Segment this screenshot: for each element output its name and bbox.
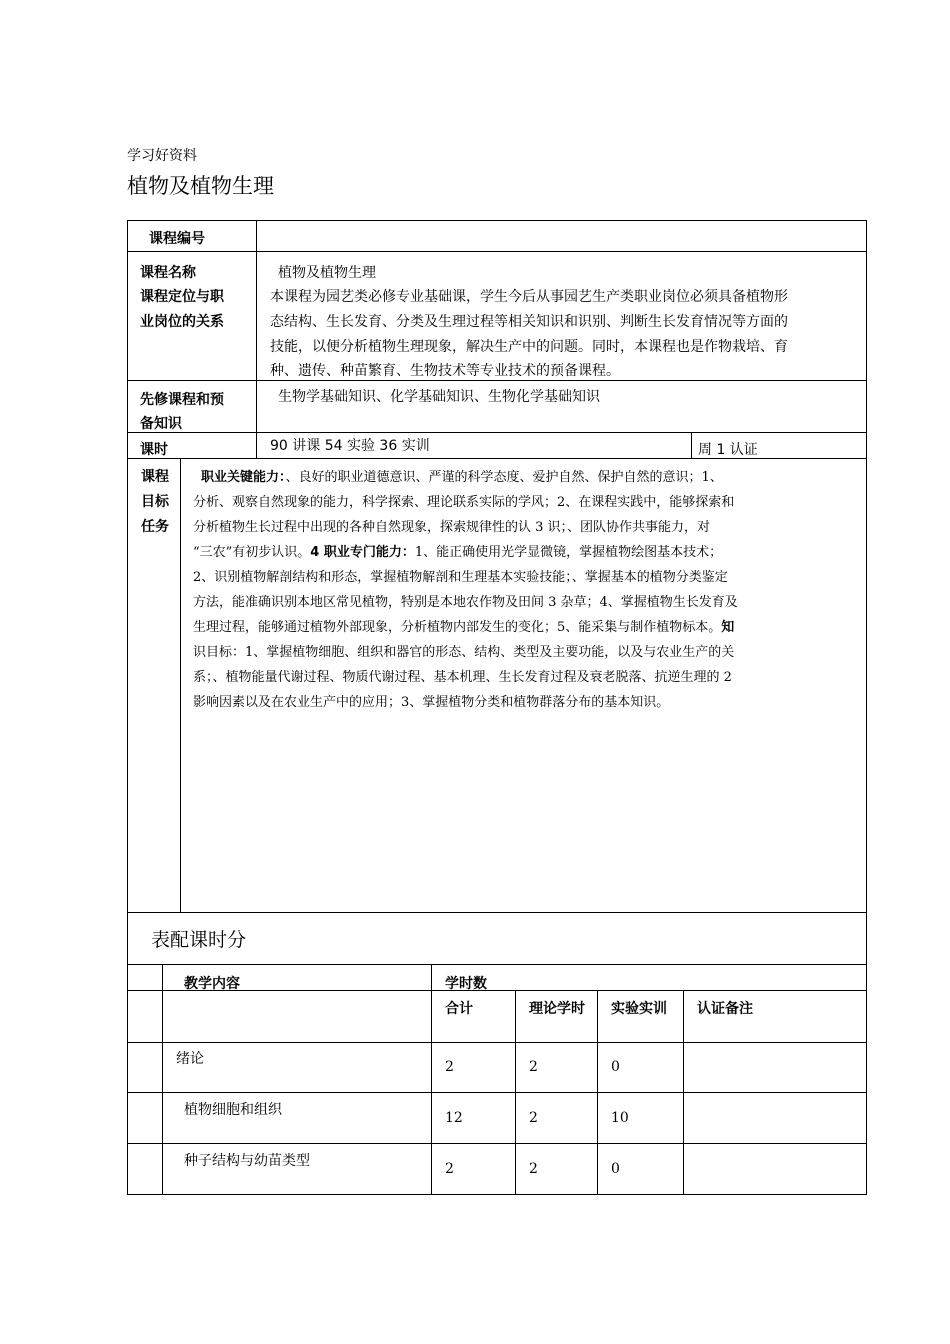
position-label-line1: 课程定位与职 — [140, 289, 224, 305]
table-row-2-lab: 10 — [611, 1110, 629, 1126]
goals-line-10: 影响因素以及在农业生产中的应用；3、掌握植物分类和植物群落分布的基本知识。 — [193, 695, 670, 710]
position-text-line4: 种、遗传、种苗繁育、生物技术等专业技术的预备课程。 — [270, 363, 620, 379]
prereq-label-line1: 先修课程和预 — [140, 392, 224, 408]
table-row-1-name: 绪论 — [176, 1051, 204, 1067]
table-row-3-theory: 2 — [529, 1161, 538, 1177]
col-header-lab: 实验实训 — [611, 1001, 667, 1017]
goals-key-ability-heading: 职业关键能力： — [201, 470, 286, 485]
goals-line-3: 分析植物生长过程中出现的各种自然现象，探索规律性的认 3 识；、团队协作共事能力，对 — [193, 520, 711, 535]
table-row-1-total: 2 — [445, 1059, 454, 1075]
goals-line-1 — [193, 466, 723, 485]
table-row-3-name: 种子结构与幼苗类型 — [184, 1153, 310, 1169]
goals-knowledge-heading-start: 知 — [721, 620, 735, 635]
hours-extra: 周 1 认证 — [698, 442, 758, 458]
table-row-3-lab: 0 — [611, 1161, 620, 1177]
table-row-2-name: 植物细胞和组织 — [184, 1102, 282, 1118]
goals-line-7-text: 生理过程，能够通过植物外部现象，分析植物内部发生的变化；5、能采集与制作植物标本。 — [193, 620, 722, 635]
col-header-note: 认证备注 — [697, 1001, 753, 1017]
schedule-title: 表配课时分 — [151, 929, 247, 951]
goals-line-2: 分析、观察自然现象的能力，科学探索、理论联系实际的学风；2、在课程实践中，能够探索和 — [193, 495, 735, 510]
table-row-1-lab: 0 — [611, 1059, 620, 1075]
goals-line-7 — [193, 616, 734, 635]
goals-line-8: 识目标：1、掌握植物细胞、组织和器官的形态、结构、类型及主要功能，以及与农业生产的关 — [193, 645, 735, 660]
prereq-label-line2: 备知识 — [140, 416, 182, 432]
page-title: 植物及植物生理 — [127, 174, 274, 198]
position-label-line2: 业岗位的关系 — [140, 314, 224, 330]
course-name-label: 课程名称 — [140, 265, 196, 281]
col-header-content: 教学内容 — [184, 976, 240, 992]
course-name-value: 植物及植物生理 — [278, 265, 376, 281]
table-row-2-total: 12 — [445, 1110, 463, 1126]
goals-label-line2: 目标 — [141, 494, 169, 510]
table-row-2-theory: 2 — [529, 1110, 538, 1126]
position-text-line2: 态结构、生长发育、分类及生理过程等相关知识和识别、判断生长发育情况等方面的 — [270, 314, 788, 330]
table-row-1-theory: 2 — [529, 1059, 538, 1075]
col-header-hours: 学时数 — [445, 976, 487, 992]
table-row-3-total: 2 — [445, 1161, 454, 1177]
goals-line-1-text: 、良好的职业道德意识、严谨的科学态度、爱护自然、保护自然的意识；1、 — [285, 470, 723, 485]
goals-label-line3: 任务 — [141, 519, 169, 535]
goals-line-4-rest: 1、能正确使用光学显微镜，掌握植物绘图基本技术； — [414, 545, 723, 560]
col-header-total: 合计 — [445, 1001, 473, 1017]
col-header-theory: 理论学时 — [529, 1001, 585, 1017]
goals-line-5: 2、识别植物解剖结构和形态，掌握植物解剖和生理基本实验技能；、掌握基本的植物分类鉴定 — [193, 570, 728, 585]
course-code-label: 课程编号 — [149, 231, 205, 247]
goals-line-4-text: “三农”有初步认识。 — [193, 545, 311, 560]
position-text-line3: 技能，以便分析植物生理现象，解决生产中的问题。同时，本课程也是作物栽培、育 — [270, 339, 788, 355]
goals-line-6: 方法，能准确识别本地区常见植物，特别是本地农作物及田间 3 杂草；4、掌握植物生长发育及 — [193, 595, 738, 610]
hours-label: 课时 — [140, 442, 168, 458]
goals-line-4 — [193, 541, 722, 560]
goals-professional-ability-heading: 4 职业专门能力： — [310, 545, 415, 560]
page-subtitle: 学习好资料 — [127, 148, 197, 164]
goals-label-line1: 课程 — [141, 469, 169, 485]
position-text-line1: 本课程为园艺类必修专业基础课，学生今后从事园艺生产类职业岗位必须具备植物形 — [270, 289, 788, 305]
hours-value: 90 讲课 54 实验 36 实训 — [270, 438, 430, 454]
goals-line-9: 系；、植物能量代谢过程、物质代谢过程、基本机理、生长发育过程及衰老脱落、抗逆生理的 2 — [193, 670, 732, 685]
prereq-value: 生物学基础知识、化学基础知识、生物化学基础知识 — [278, 389, 600, 405]
